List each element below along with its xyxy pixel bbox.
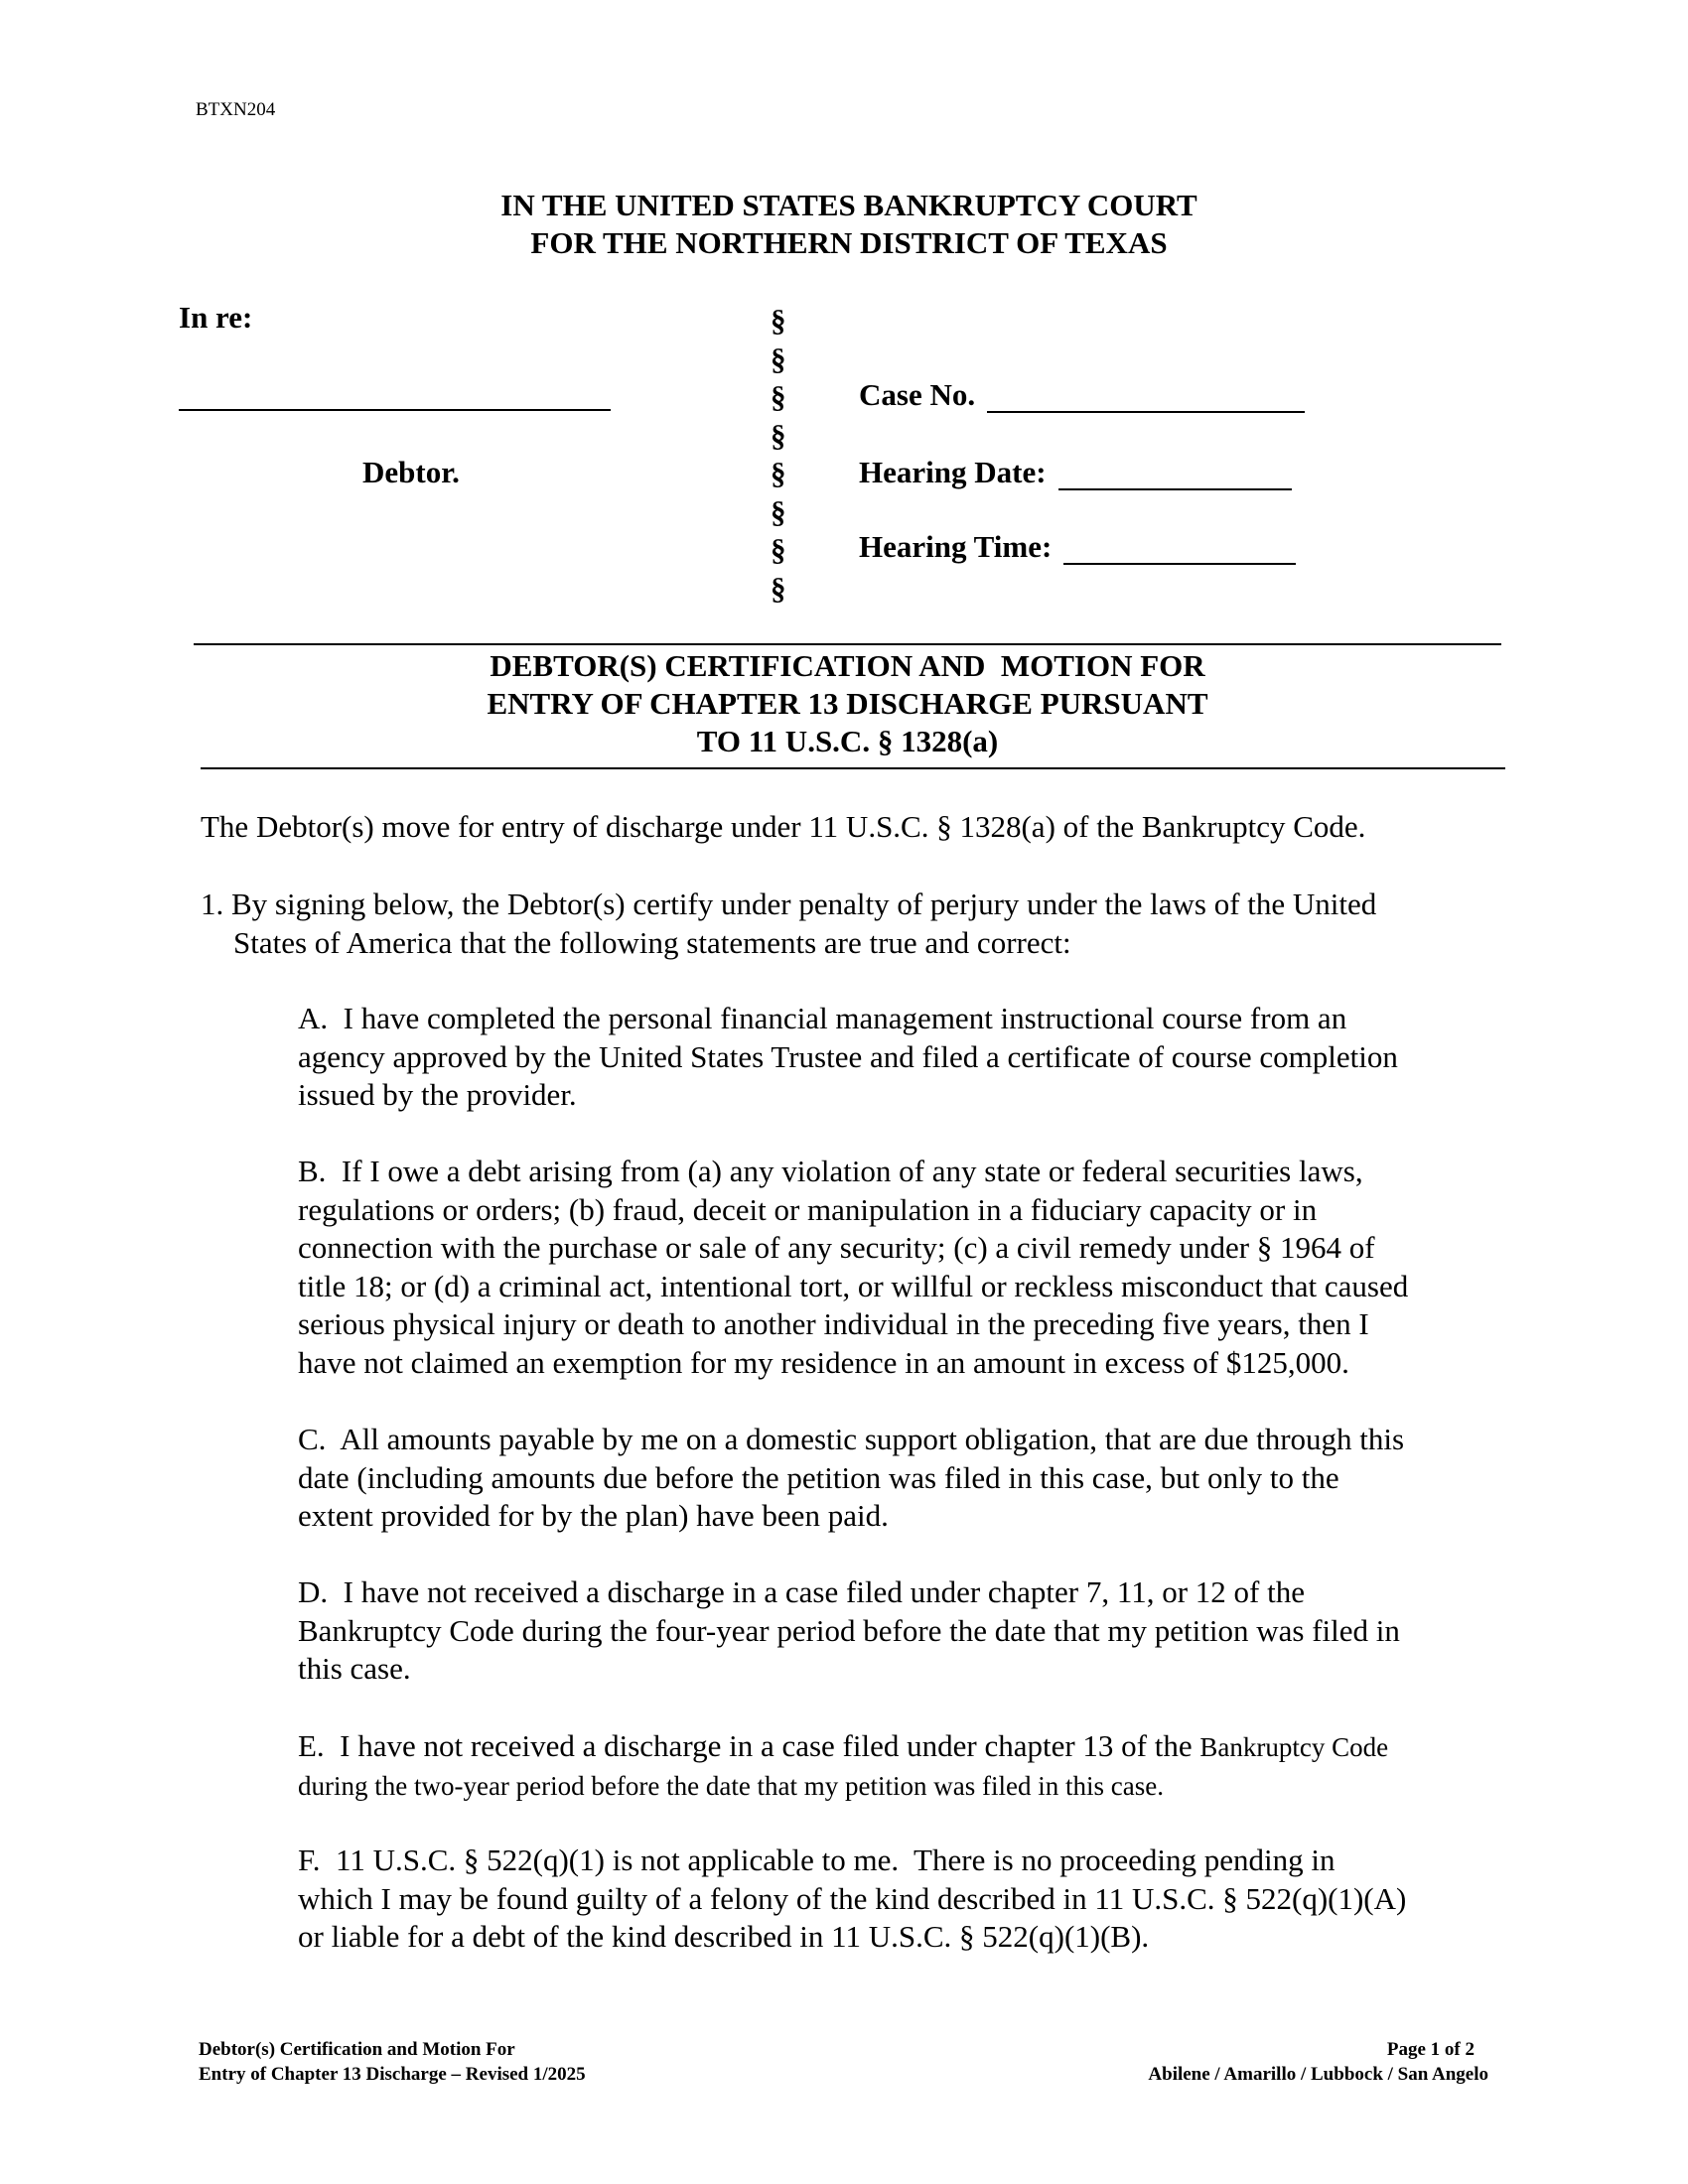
statement-line — [298, 1727, 1388, 1767]
statement-line: regulations or orders; (b) fraud, deceit or manipulation in a fiduciary capacity or in — [298, 1191, 1318, 1227]
statement-line: this case. — [298, 1651, 411, 1686]
statement-line: D. I have not received a discharge in a case filed under chapter 7, 11, or 12 of the — [298, 1574, 1305, 1609]
statement-line: title 18; or (d) a criminal act, intentional tort, or willful or reckless misconduct that caused — [298, 1268, 1409, 1303]
intro-paragraph: The Debtor(s) move for entry of discharge under 11 U.S.C. § 1328(a) of the Bankruptcy Code. — [201, 809, 1366, 844]
page-number: Page 1 of 2 — [1386, 2039, 1475, 2060]
division-cities: Abilene / Amarillo / Lubbock / San Angelo — [1148, 2064, 1488, 2085]
statement-a — [298, 1000, 1398, 1115]
statement-f — [298, 1842, 1406, 1957]
hearing-time-label: Hearing Time: — [859, 529, 1053, 564]
footer-line: Entry of Chapter 13 Discharge – Revised 1/2025 — [199, 2064, 586, 2085]
form-code: BTXN204 — [196, 99, 276, 120]
section-symbol-column — [771, 302, 800, 608]
statement-line: B. If I owe a debt arising from (a) any violation of any state or federal securities laws, — [298, 1154, 1363, 1188]
footer-form-title — [199, 2037, 586, 2087]
statement-line: extent provided for by the plan) have been paid. — [298, 1498, 889, 1533]
statement-line: have not claimed an exemption for my residence in an amount in excess of $125,000. — [298, 1344, 1349, 1380]
statement-e — [298, 1727, 1388, 1805]
paragraph-line: 1. By signing below, the Debtor(s) certify under penalty of perjury under the laws of the United — [201, 887, 1377, 921]
section-symbol: § — [771, 493, 786, 529]
hearing-time-field — [859, 529, 1296, 565]
motion-title-line1: DEBTOR(S) CERTIFICATION AND MOTION FOR — [490, 648, 1205, 683]
section-symbol: § — [771, 532, 786, 567]
section-symbol: § — [771, 379, 786, 414]
statement-c — [298, 1421, 1404, 1536]
statement-line: agency approved by the United States Trustee and filed a certificate of course completion — [298, 1038, 1398, 1074]
statement-line: during the two-year period before the date that my petition was filed in this case. — [298, 1770, 1164, 1801]
statement-line: F. 11 U.S.C. § 522(q)(1) is not applicable to me. There is no proceeding pending in — [298, 1843, 1336, 1877]
hearing-time-blank — [1063, 537, 1296, 565]
in-re-label: In re: — [179, 300, 253, 335]
statement-line: or liable for a debt of the kind described in 11 U.S.C. § 522(q)(1)(B). — [298, 1919, 1150, 1954]
section-symbol: § — [771, 303, 786, 338]
court-title-line2: FOR THE NORTHERN DISTRICT OF TEXAS — [530, 225, 1168, 260]
footer-line: Debtor(s) Certification and Motion For — [199, 2039, 515, 2060]
motion-title-line3: TO 11 U.S.C. § 1328(a) — [696, 724, 999, 758]
section-symbol: § — [771, 417, 786, 453]
statement-d — [298, 1573, 1400, 1689]
statement-line: serious physical injury or death to another individual in the preceding five years, then I — [298, 1306, 1369, 1341]
statement-line: connection with the purchase or sale of any security; (c) a civil remedy under § 1964 of — [298, 1230, 1375, 1265]
statement-line: issued by the provider. — [298, 1077, 577, 1112]
statement-text: E. I have not received a discharge in a case filed under chapter 13 of the — [298, 1728, 1200, 1763]
footer-page-info — [1148, 2037, 1488, 2087]
statement-b — [298, 1153, 1408, 1382]
debtor-label: Debtor. — [362, 455, 460, 489]
case-no-field — [859, 377, 1305, 413]
statement-text: Bankruptcy Code — [1199, 1732, 1389, 1762]
motion-title — [194, 647, 1501, 760]
title-rule-bottom — [201, 767, 1505, 769]
section-symbol: § — [771, 570, 786, 606]
section-symbol: § — [771, 341, 786, 376]
statement-line: A. I have completed the personal financial management instructional course from an — [298, 1001, 1347, 1035]
court-title-line1: IN THE UNITED STATES BANKRUPTCY COURT — [500, 188, 1197, 222]
case-no-label: Case No. — [859, 377, 976, 412]
section-symbol: § — [771, 456, 786, 490]
case-no-blank — [987, 385, 1305, 413]
paragraph-line: States of America that the following statements are true and correct: — [233, 924, 1071, 960]
statement-line: which I may be found guilty of a felony of the kind described in 11 U.S.C. § 522(q)(1)(A) — [298, 1880, 1407, 1916]
hearing-date-label: Hearing Date: — [859, 455, 1047, 489]
debtor-name-blank — [179, 409, 611, 411]
title-rule-top — [194, 643, 1501, 645]
certification-paragraph — [201, 886, 1376, 962]
court-title — [0, 187, 1688, 262]
statement-line: Bankruptcy Code during the four-year period before the date that my petition was filed in — [298, 1612, 1400, 1648]
statement-line: C. All amounts payable by me on a domestic support obligation, that are due through this — [298, 1422, 1405, 1456]
motion-title-line2: ENTRY OF CHAPTER 13 DISCHARGE PURSUANT — [487, 686, 1208, 721]
statement-line: date (including amounts due before the petition was filed in this case, but only to the — [298, 1459, 1339, 1495]
hearing-date-field — [859, 455, 1292, 490]
hearing-date-blank — [1058, 463, 1292, 490]
